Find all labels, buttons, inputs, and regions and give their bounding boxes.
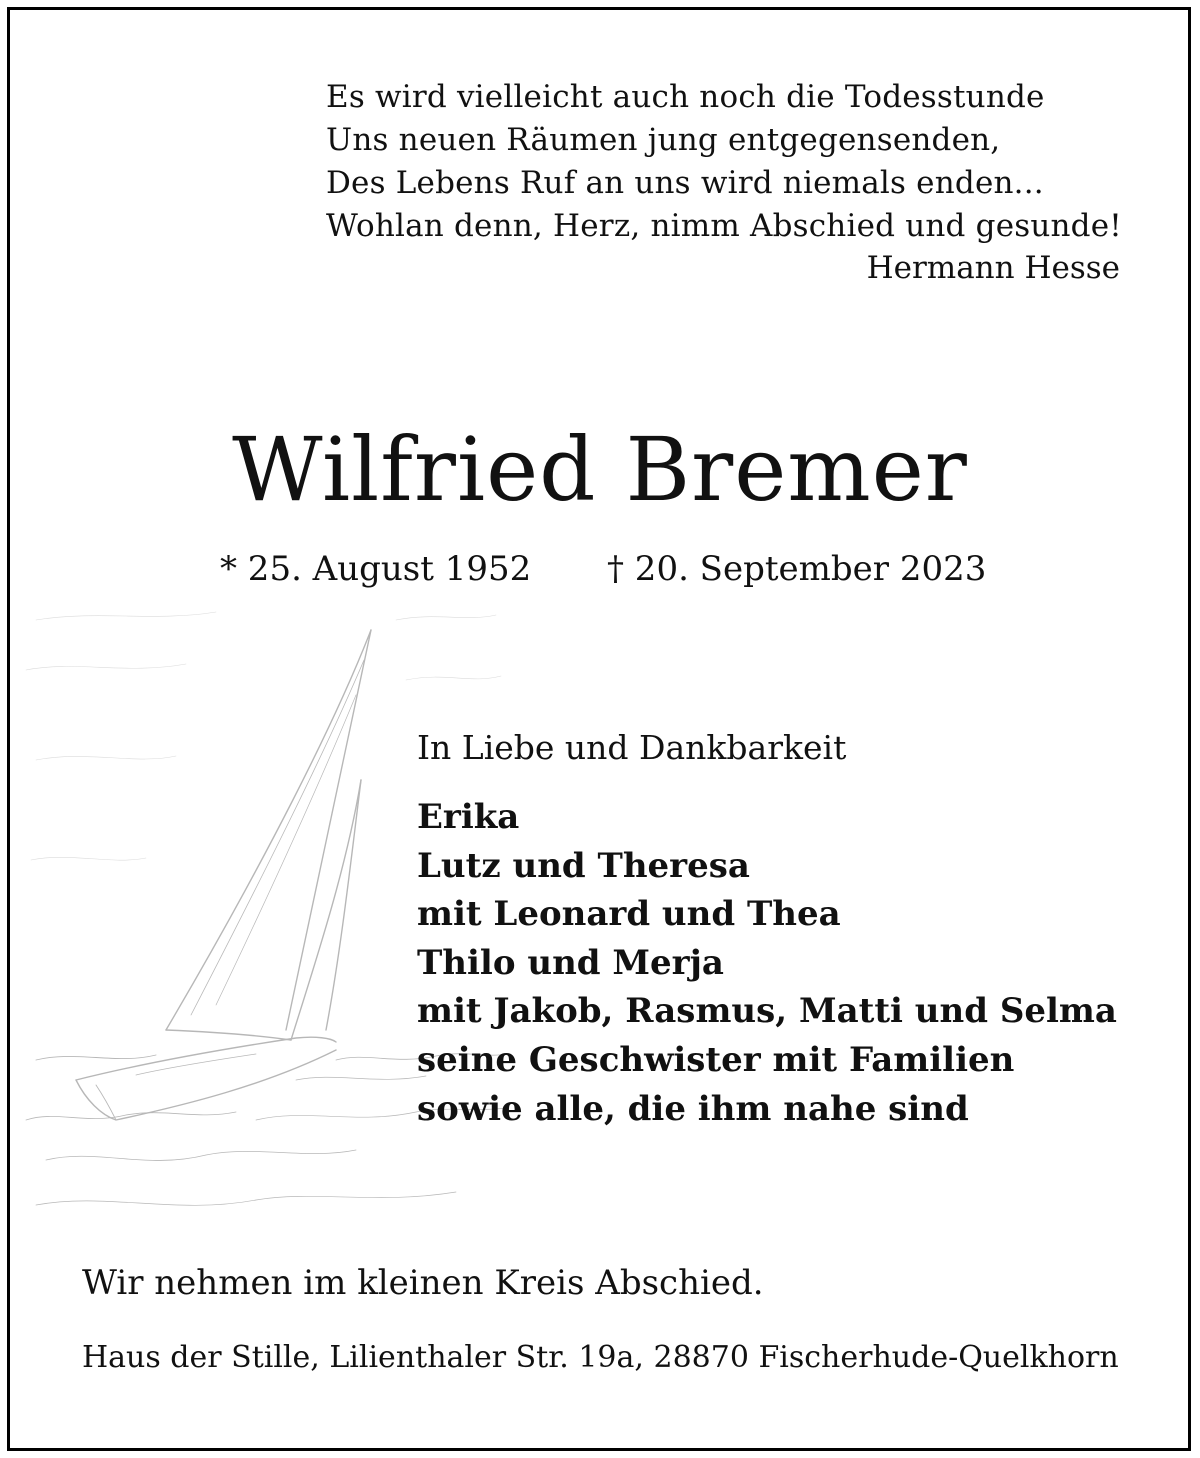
poem-line: Es wird vielleicht auch noch die Todesstunde <box>326 79 1045 115</box>
poem-quote <box>326 76 1126 248</box>
death-date: † 20. September 2023 <box>607 549 987 589</box>
address-line: Haus der Stille, Lilienthaler Str. 19a, 28870 Fischerhude-Quelkhorn <box>82 1340 1119 1375</box>
poem-author: Hermann Hesse <box>866 250 1120 286</box>
mourner-entry: Erika <box>417 797 520 837</box>
mourners-list <box>417 793 1117 1133</box>
mourner-entry: mit Jakob, Rasmus, Matti und Selma <box>417 991 1117 1032</box>
poem-line: Des Lebens Ruf an uns wird niemals enden... <box>326 165 1044 201</box>
mourner-entry: sowie alle, die ihm nahe sind <box>417 1088 969 1129</box>
birth-date: * 25. August 1952 <box>220 549 532 589</box>
mourners-intro: In Liebe und Dankbarkeit <box>417 728 847 767</box>
deceased-name: Wilfried Bremer <box>232 418 968 521</box>
mourner-entry: seine Geschwister mit Familien <box>417 1039 1015 1080</box>
poem-line: Wohlan denn, Herz, nimm Abschied und gesunde! <box>326 208 1122 244</box>
mourner-entry: mit Leonard und Thea <box>417 894 841 935</box>
mourner-entry: Lutz und Theresa <box>417 845 750 886</box>
poem-line: Uns neuen Räumen jung entgegensenden, <box>326 122 1001 158</box>
farewell-note: Wir nehmen im kleinen Kreis Abschied. <box>82 1263 764 1303</box>
mourner-entry: Thilo und Merja <box>417 942 724 983</box>
